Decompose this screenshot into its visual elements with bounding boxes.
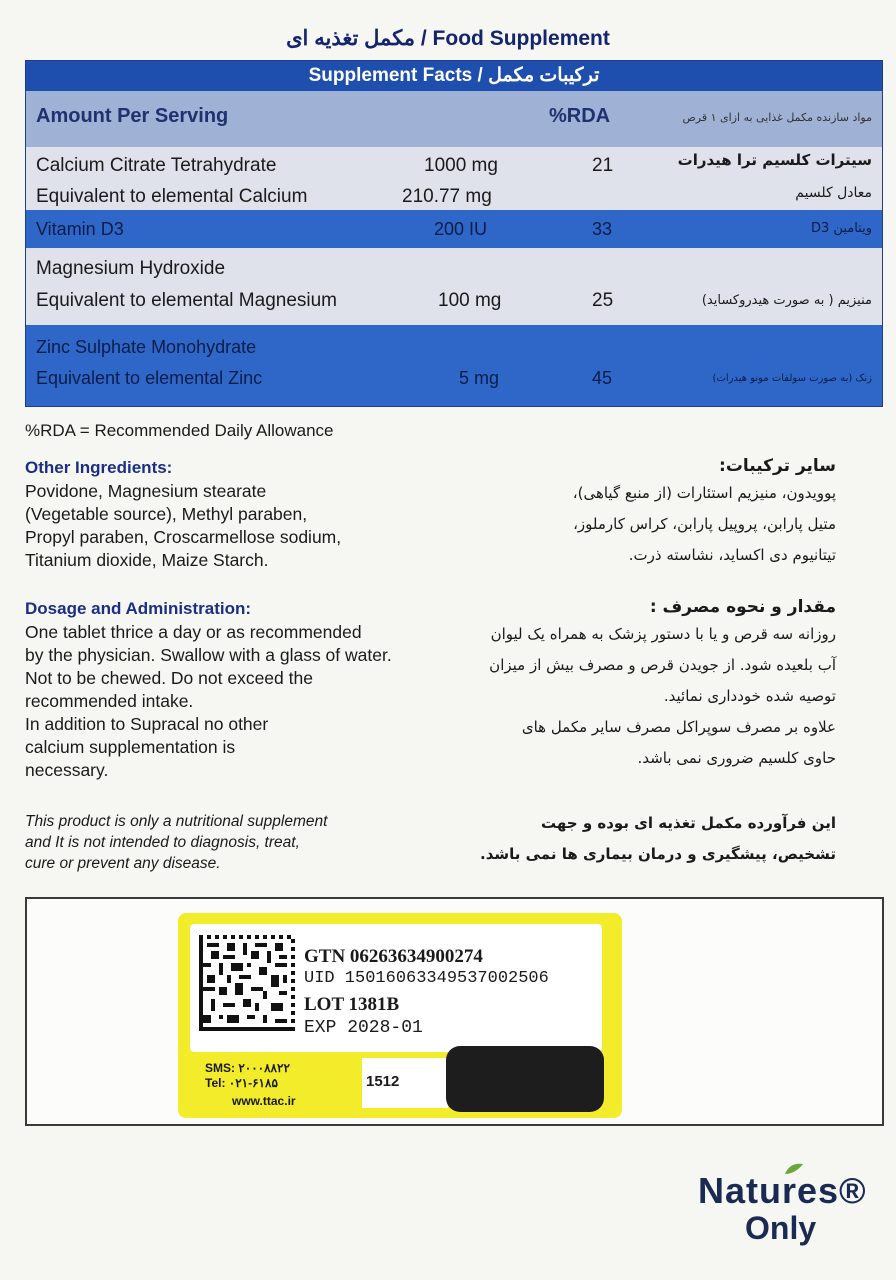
row-name: Equivalent to elemental Magnesium (36, 290, 338, 311)
table-row-calcium (26, 147, 882, 210)
datamatrix-code-icon (199, 935, 295, 1031)
dosage-heading-fa: مقدار و نحوه مصرف : (649, 597, 836, 617)
supplement-facts-table (25, 60, 883, 407)
brand-logo-line2: Only (745, 1210, 817, 1246)
row-amount: 210.77 mg (402, 186, 492, 207)
other-ingredients-text-fa: پوویدون، منیزیم استئارات (از منبع گیاهی)، متیل پارابن، پروپیل پارابن، کراس کارملوز، تیتانیوم دی اکساید، نشاسته ذرت. (572, 484, 836, 564)
website-link[interactable]: www.ttac.ir (232, 1094, 296, 1108)
gtn-code: GTN 06263634900274 (304, 946, 483, 967)
scratch-panel (446, 1046, 604, 1112)
row-rda: 45 (592, 368, 613, 388)
row-name-fa: سیترات کلسیم ترا هیدرات (677, 151, 872, 169)
row-amount: 5 mg (459, 368, 500, 388)
row-name: Equivalent to elemental Zinc (36, 368, 263, 388)
other-ingredients-heading-fa: سایر ترکیبات: (719, 456, 836, 476)
row-amount: 100 mg (438, 290, 502, 311)
serial-number: 1512 (366, 1073, 400, 1090)
table-row-vitamin-d3 (26, 210, 882, 248)
rda-label: %RDA (549, 105, 611, 127)
row-name: Zinc Sulphate Monohydrate (36, 337, 257, 357)
row-name-fa: ویتامین D3 (811, 221, 872, 236)
dosage-text-fa: روزانه سه قرص و یا با دستور پزشک به همراه یک لیوان آب بلعیده شود. از جویدن قرص و مصرف بیش از میزان توصیه شده خودداری نمائید. علاوه بر مصرف سوپراکل مصرف سایر مکمل های حاوی کلسیم ضروری نمی باشد. (489, 625, 836, 767)
disclaimer-text: This product is only a nutritional supplement and It is not intended to diagnosis, treat, cure or prevent any disease. (25, 813, 328, 872)
disclaimer-text-fa: این فرآورده مکمل تغذیه ای بوده و جهت تشخیص، پیشگیری و درمان بیماری ها نمی باشد. (480, 814, 836, 863)
dosage-heading: Dosage and Administration: (25, 599, 252, 618)
row-rda: 33 (592, 219, 613, 239)
row-name: Magnesium Hydroxide (36, 258, 226, 279)
row-name: Calcium Citrate Tetrahydrate (36, 155, 277, 176)
brand-logo: Natures® (698, 1170, 867, 1211)
amount-header-row (26, 91, 882, 147)
dosage-text: One tablet thrice a day or as recommended by the physician. Swallow with a glass of water. Not to be chewed. Do not exceed the recommended intake. In addition to Supracal no other calcium supplementation is necessary. (25, 622, 392, 780)
row-name-fa: منیزیم ( به صورت هیدروکساید) (701, 293, 872, 308)
rda-note: %RDA = Recommended Daily Allowance (25, 421, 334, 440)
leaf-icon (783, 1162, 805, 1176)
sms-info: SMS: ۲۰۰۰۸۸۲۲ Tel: ۰۲۱-۶۱۸۵ (205, 1061, 290, 1090)
row-name: Vitamin D3 (36, 219, 124, 239)
page-title: مکمل تغذیه ای / Food Supplement (286, 27, 610, 50)
row-rda: 25 (592, 290, 614, 311)
row-name-fa: معادل کلسیم (795, 185, 872, 201)
lot-code: LOT 1381B (304, 994, 400, 1015)
table-row-zinc (26, 325, 882, 406)
row-name: Equivalent to elemental Calcium (36, 186, 308, 207)
other-ingredients-text: Povidone, Magnesium stearate (Vegetable source), Methyl paraben, Propyl paraben, Croscarmellose sodium, Titanium dioxide, Maize Starch. (25, 481, 342, 570)
other-ingredients-heading: Other Ingredients: (25, 458, 173, 477)
uid-code: UID 15016063349537002506 (304, 969, 549, 988)
exp-code: EXP 2028-01 (304, 1018, 423, 1038)
row-amount: 1000 mg (424, 155, 498, 176)
row-name-fa: زنک (به صورت سولفات مونو هیدرات) (712, 373, 872, 384)
amount-label: Amount Per Serving (36, 105, 229, 127)
row-amount: 200 IU (434, 219, 488, 239)
row-rda: 21 (592, 155, 614, 176)
table-row-magnesium (26, 248, 882, 325)
facts-title: Supplement Facts / ترکیبات مکمل (26, 61, 882, 91)
amount-label-fa: مواد سازنده مکمل غذایی به ازای ۱ قرص (682, 111, 872, 124)
